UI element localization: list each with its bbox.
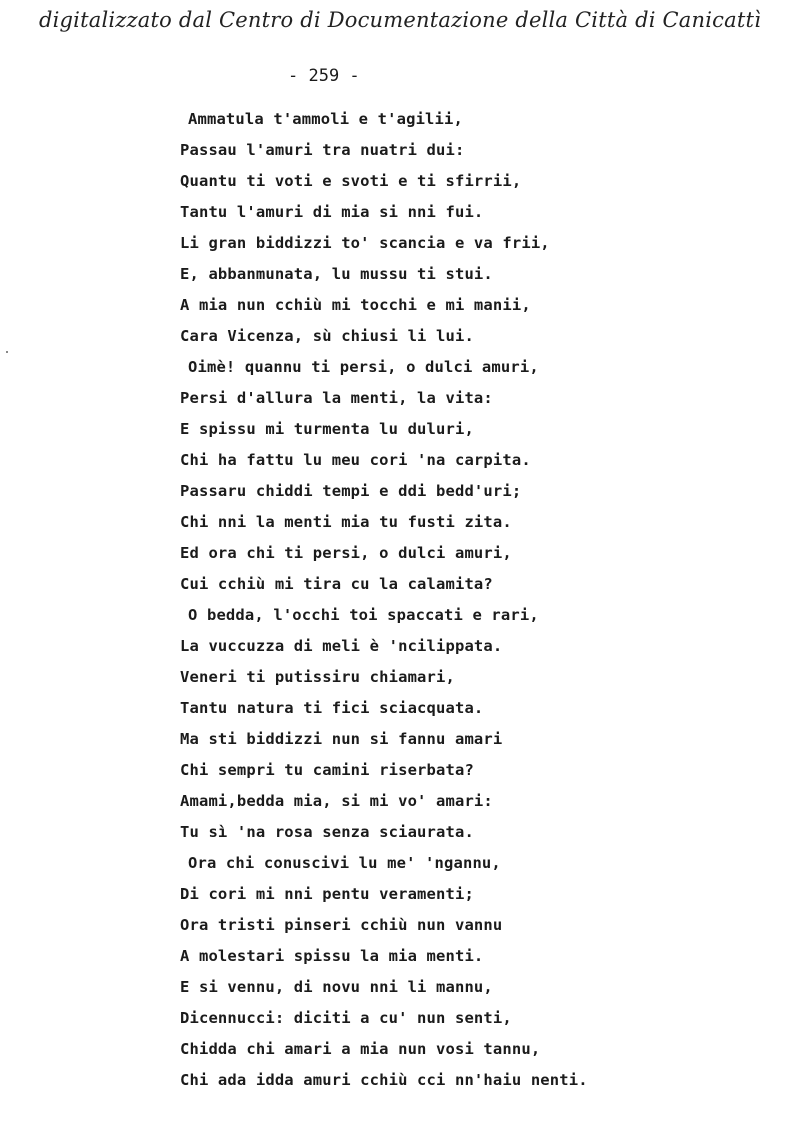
verse-line: Ed ora chi ti persi, o dulci amuri,	[180, 544, 512, 562]
verse-line: Chi nni la menti mia tu fusti zita.	[180, 513, 512, 531]
page-number: - 259 -	[288, 66, 360, 86]
verse-line: Tantu l'amuri di mia si nni fui.	[180, 203, 484, 221]
verse-line: Chidda chi amari a mia nun vosi tannu,	[180, 1040, 541, 1058]
verse-line: Di cori mi nni pentu veramenti;	[180, 885, 474, 903]
verse-line: O bedda, l'occhi toi spaccati e rari,	[188, 606, 539, 624]
verse-line: Ammatula t'ammoli e t'agilii,	[188, 110, 463, 128]
verse-line: A mia nun cchiù mi tocchi e mi manii,	[180, 296, 531, 314]
verse-line: Dicennucci: diciti a cu' nun senti,	[180, 1009, 512, 1027]
verse-line: Tantu natura ti fici sciacquata.	[180, 699, 484, 717]
verse-line: Quantu ti voti e svoti e ti sfirrii,	[180, 172, 522, 190]
verse-line: Passaru chiddi tempi e ddi bedd'uri;	[180, 482, 522, 500]
verse-line: E spissu mi turmenta lu duluri,	[180, 420, 474, 438]
verse-line: Veneri ti putissiru chiamari,	[180, 668, 455, 686]
verse-line: Chi sempri tu camini riserbata?	[180, 761, 474, 779]
verse-line: Ora chi conuscivi lu me' 'ngannu,	[188, 854, 501, 872]
verse-line: La vuccuzza di meli è 'ncilippata.	[180, 637, 503, 655]
verse-line: Cara Vicenza, sù chiusi li lui.	[180, 327, 474, 345]
verse-line: E si vennu, di novu nni li mannu,	[180, 978, 493, 996]
verse-line: E, abbanmunata, lu mussu ti stui.	[180, 265, 493, 283]
verse-line: Tu sì 'na rosa senza sciaurata.	[180, 823, 474, 841]
verse-line: Chi ada idda amuri cchiù cci nn'haiu nenti.	[180, 1071, 588, 1089]
verse-line: Ma sti biddizzi nun si fannu amari	[180, 730, 503, 748]
verse-line: A molestari spissu la mia menti.	[180, 947, 484, 965]
verse-line: Amami,bedda mia, si mi vo' amari:	[180, 792, 493, 810]
verse-line: Passau l'amuri tra nuatri dui:	[180, 141, 465, 159]
verse-line: Li gran biddizzi to' scancia e va frii,	[180, 234, 550, 252]
verse-line: Chi ha fattu lu meu cori 'na carpita.	[180, 451, 531, 469]
digitization-header: digitalizzato dal Centro di Documentazione della Città di Canicattì	[38, 8, 762, 32]
verse-line: Ora tristi pinseri cchiù nun vannu	[180, 916, 503, 934]
scan-speck	[6, 351, 8, 353]
verse-line: Persi d'allura la menti, la vita:	[180, 389, 493, 407]
verse-line: Cui cchiù mi tira cu la calamita?	[180, 575, 493, 593]
verse-line: Oimè! quannu ti persi, o dulci amuri,	[188, 358, 539, 376]
